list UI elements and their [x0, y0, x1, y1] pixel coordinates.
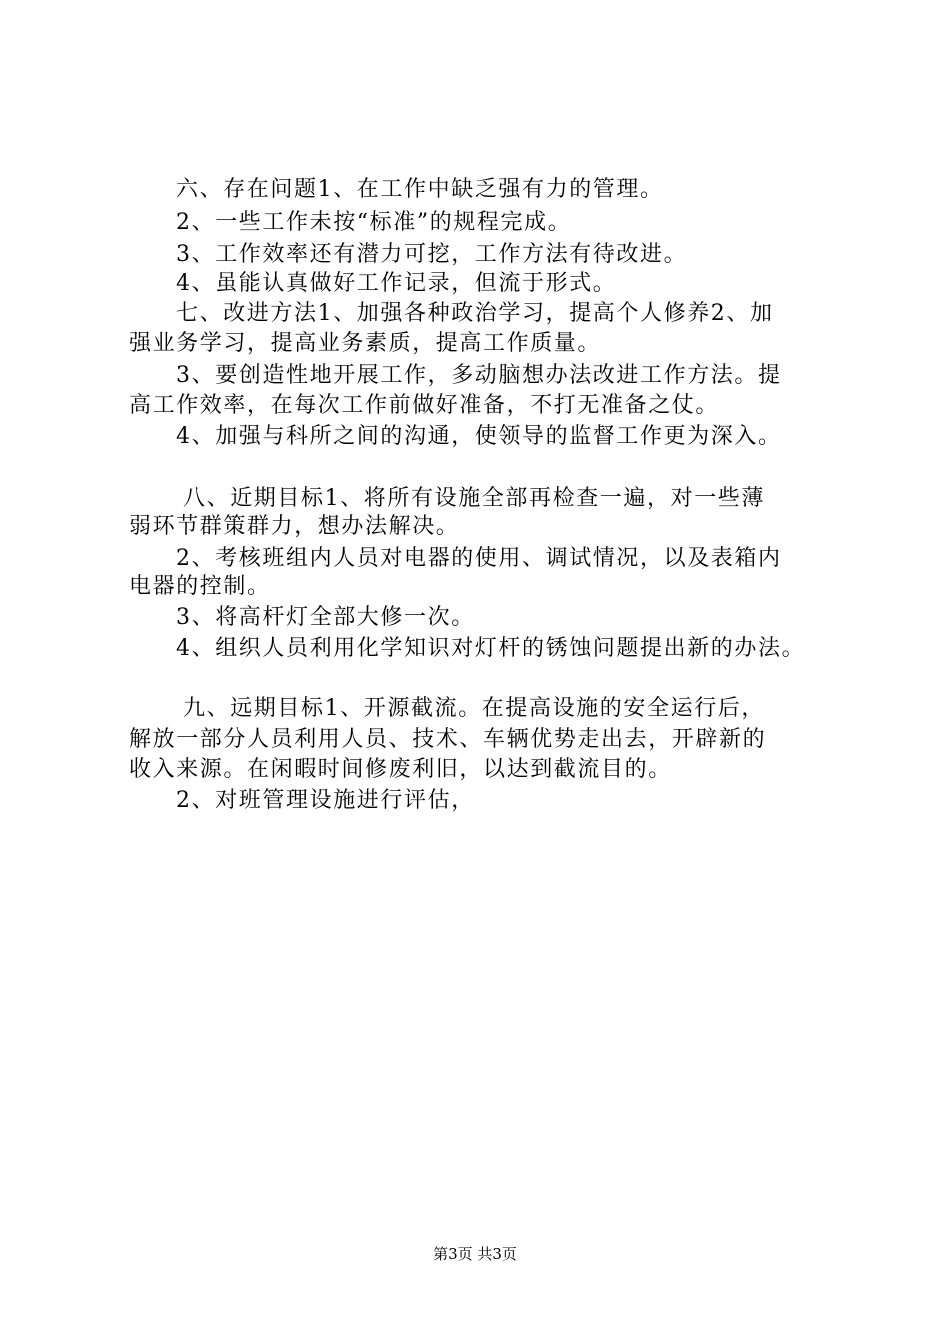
paragraph-line: 4、加强与科所之间的沟通，使领导的监督工作更为深入。 — [176, 424, 782, 449]
section-9-heading-line: 九、远期目标1、开源截流。在提高设施的安全运行后， — [183, 696, 765, 721]
section-7-heading-line: 七、改进方法1、加强各种政治学习，提高个人修养2、加 — [176, 301, 774, 326]
paragraph-line: 2、对班管理设施进行评估， — [176, 788, 475, 813]
paragraph-line: 收入来源。在闲暇时间修废利旧，以达到截流目的。 — [129, 757, 672, 782]
paragraph-line: 解放一部分人员利用人员、技术、车辆优势走出去，开辟新的 — [129, 727, 767, 752]
paragraph-line: 强业务学习，提高业务素质，提高工作质量。 — [129, 331, 602, 356]
paragraph-line: 2、一些工作未按“标准”的规程完成。 — [176, 210, 572, 235]
paragraph-line: 4、虽能认真做好工作记录，但流于形式。 — [176, 271, 617, 296]
paragraph-line: 2、考核班组内人员对电器的使用、调试情况，以及表箱内 — [176, 546, 782, 571]
section-6-heading-line: 六、存在问题1、在工作中缺乏强有力的管理。 — [176, 177, 664, 202]
paragraph-line: 4、组织人员利用化学知识对灯杆的锈蚀问题提出新的办法。 — [176, 636, 806, 661]
section-8-heading-line: 八、近期目标1、将所有设施全部再检查一遍，对一些薄 — [183, 486, 765, 511]
paragraph-line: 3、将高杆灯全部大修一次。 — [176, 605, 475, 630]
paragraph-line: 弱环节群策群力，想办法解决。 — [129, 514, 460, 539]
page-number-footer: 第3页 共3页 — [433, 1245, 517, 1263]
paragraph-line: 高工作效率，在每次工作前做好准备，不打无准备之仗。 — [129, 393, 720, 418]
paragraph-line: 3、要创造性地开展工作，多动脑想办法改进工作方法。提 — [176, 363, 782, 388]
paragraph-line: 电器的控制。 — [129, 574, 271, 599]
paragraph-line: 3、工作效率还有潜力可挖，工作方法有待改进。 — [176, 242, 688, 267]
